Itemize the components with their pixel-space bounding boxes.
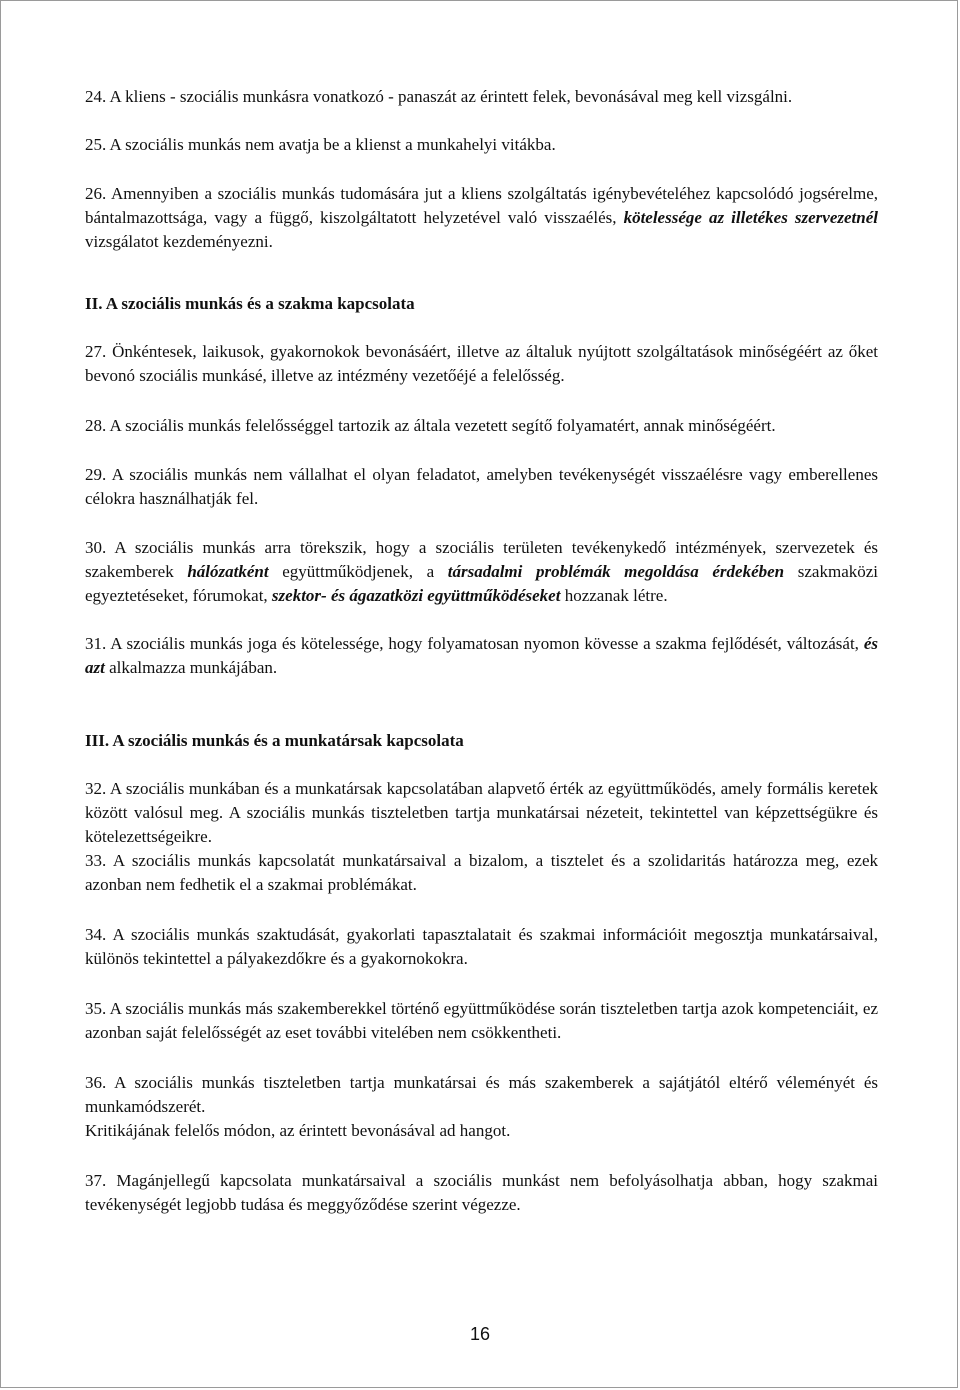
paragraph-33: 33. A szociális munkás kapcsolatát munkatársaival a bizalom, a tisztelet és a szolidaritás határozza meg, ezek azonban nem fedhetik el a szakmai problémákat. — [85, 851, 878, 894]
paragraph-31-text: 31. A szociális munkás joga és kötelessége, hogy folyamatosan nyomon kövesse a szakma fejlődését, változását, — [85, 634, 864, 653]
paragraph-30-text-c: együttműködjenek, a — [268, 562, 448, 581]
paragraph-30-text-g: hozzanak létre. — [560, 586, 668, 605]
paragraph-31-emphasis: és azt — [85, 634, 878, 677]
paragraph-28: 28. A szociális munkás felelősséggel tartozik az általa vezetett segítő folyamatért, annak minőségéért. — [85, 416, 776, 435]
page-content — [85, 85, 878, 1217]
paragraph-30-emphasis-problems: társadalmi problémák megoldása érdekében — [447, 562, 785, 581]
paragraph-31-end: alkalmazza munkájában. — [104, 658, 278, 677]
paragraph-26-end: vizsgálatot kezdeményezni. — [85, 232, 273, 251]
paragraph-34: 34. A szociális munkás szaktudását, gyakorlati tapasztalatait és szakmai információit megosztja munkatársaival, különös tekintettel a pályakezdőkre és a gyakornokokra. — [85, 925, 878, 968]
paragraph-26-text: 26. Amennyiben a szociális munkás tudomására jut a kliens szolgáltatás igénybevételéhez kapcsolódó jogsérelme, bántalmazottsága, vagy a függő, kiszolgáltatott helyzetével való visszaélés, — [85, 184, 878, 227]
paragraph-30-text-a: 30. A szociális munkás arra törekszik, hogy a szociális területen tevékenykedő intézmények, szervezetek és szakemberek — [85, 538, 878, 581]
paragraph-30-emphasis-cooperation: szektor- és ágazatközi együttműködéseket — [271, 586, 561, 605]
paragraph-26-emphasis: kötelessége az illetékes szervezetnél — [623, 208, 878, 227]
paragraph-35: 35. A szociális munkás más szakemberekkel történő együttműködése során tiszteletben tartja azok kompetenciáit, ez azonban saját felelősségét az eset további vitelében nem csökkentheti. — [85, 999, 878, 1042]
paragraph-32: 32. A szociális munkában és a munkatársak kapcsolatában alapvető érték az együttműködés, amely formális keretek között valósul meg. A szociális munkás tiszteletben tartja munkatársai nézeteit, tekintettel van képzettségükre és kötelezettségeikre. — [85, 779, 878, 846]
paragraph-31 — [85, 632, 878, 680]
paragraph-30-text-e: szakmaközi egyeztetéseket, fórumokat, — [85, 562, 879, 605]
paragraph-30 — [85, 536, 878, 608]
paragraph-36-continuation: Kritikájának felelős módon, az érintett bevonásával ad hangot. — [85, 1121, 511, 1140]
section-heading-iii: III. A szociális munkás és a munkatársak kapcsolata — [85, 731, 464, 750]
page-number: 16 — [469, 1324, 491, 1344]
paragraph-26 — [85, 182, 878, 254]
paragraph-24: 24. A kliens - szociális munkásra vonatkozó - panaszát az érintett felek, bevonásával meg kell vizsgálni. — [85, 87, 793, 106]
paragraph-36: 36. A szociális munkás tiszteletben tartja munkatársai és más szakemberek a sajátjától eltérő véleményét és munkamódszerét. — [85, 1073, 878, 1116]
paragraph-37: 37. Magánjellegű kapcsolata munkatársaival a szociális munkást nem befolyásolhatja abban, hogy szakmai tevékenységét legjobb tudása és meggyőződése szerint végezze. — [85, 1171, 878, 1214]
section-heading-ii: II. A szociális munkás és a szakma kapcsolata — [85, 294, 415, 313]
paragraph-30-emphasis-network: hálózatként — [187, 562, 269, 581]
paragraph-29: 29. A szociális munkás nem vállalhat el olyan feladatot, amelyben tevékenységét visszaélésre vagy emberellenes célokra használhatják fel. — [85, 465, 878, 508]
paragraph-27: 27. Önkéntesek, laikusok, gyakornokok bevonásáért, illetve az általuk nyújtott szolgáltatások minőségéért az őket bevonó szociális munkásé, illetve az intézmény vezetőéjé a felelősség. — [85, 342, 878, 385]
paragraph-25: 25. A szociális munkás nem avatja be a klienst a munkahelyi vitákba. — [85, 135, 556, 154]
